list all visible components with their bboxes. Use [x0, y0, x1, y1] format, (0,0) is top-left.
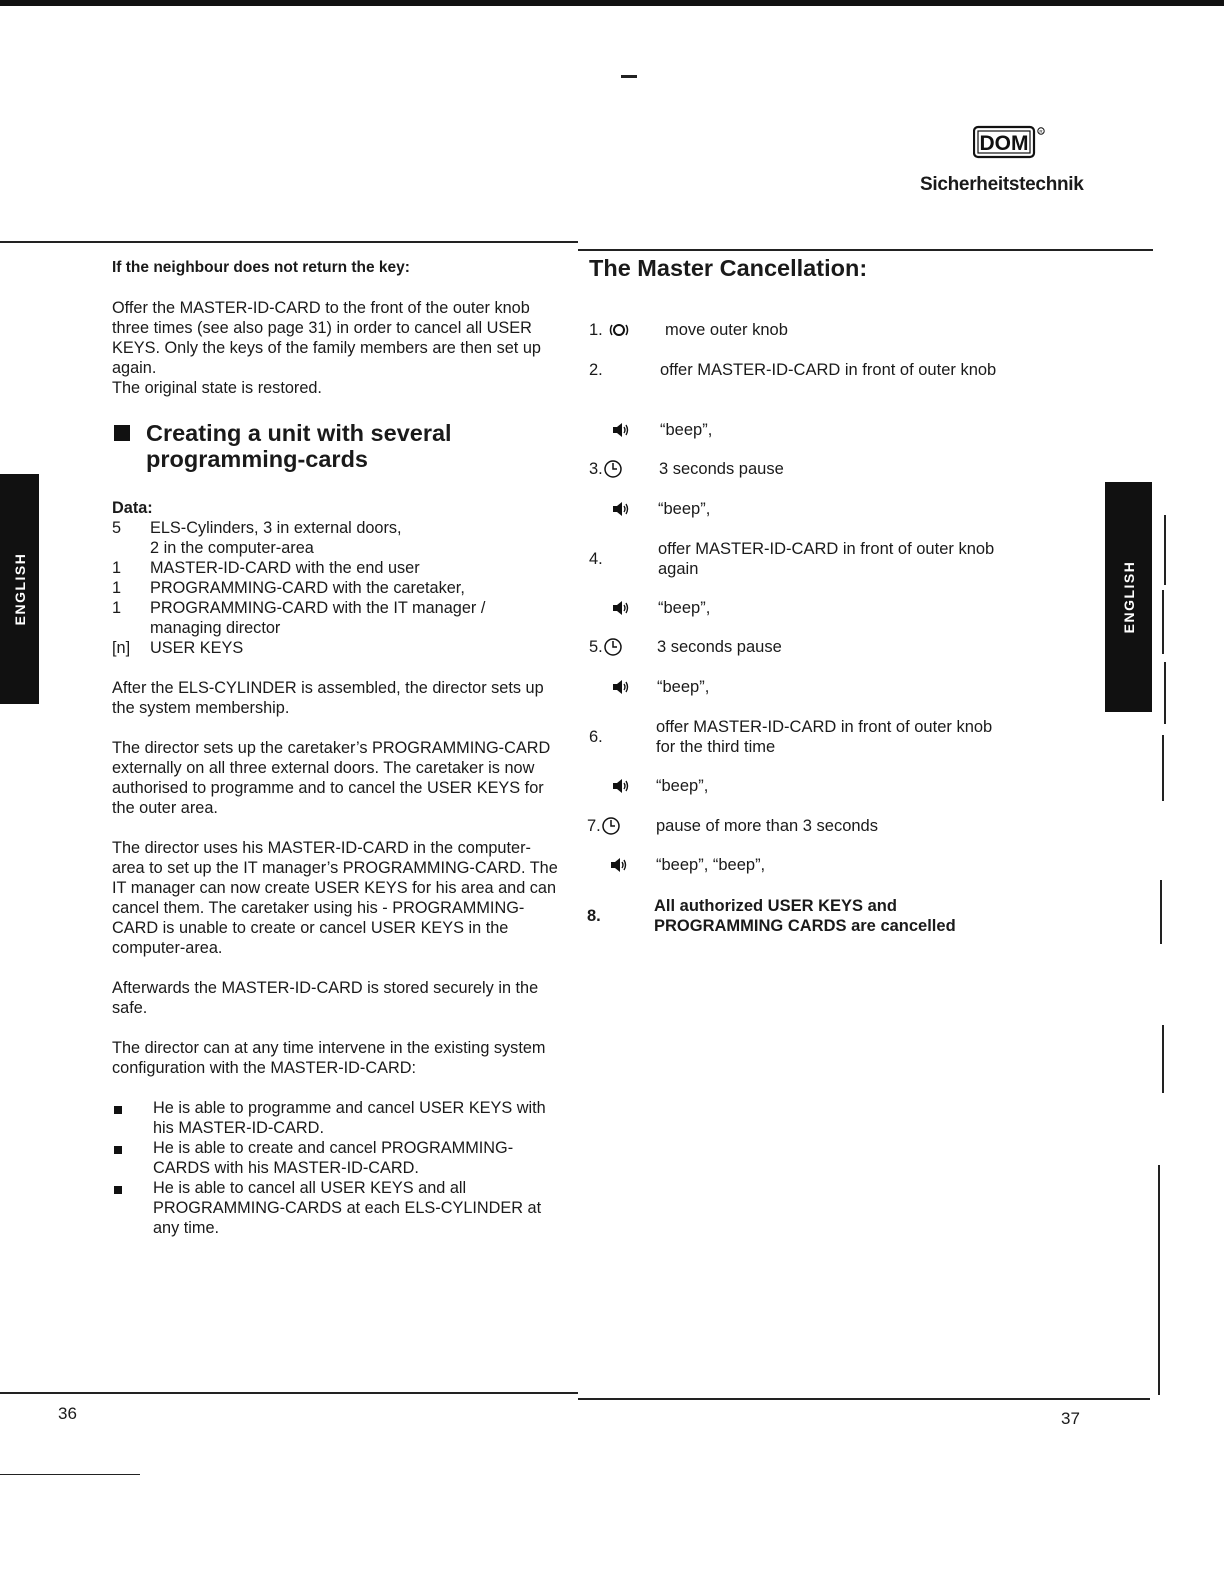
step-number: 4.	[589, 550, 603, 568]
step-text: “beep”, “beep”,	[656, 856, 766, 874]
step-row	[589, 499, 1009, 519]
square-bullet-icon	[114, 1106, 122, 1114]
master-cancellation-title: The Master Cancellation:	[589, 255, 868, 281]
step-row	[589, 816, 1009, 836]
data-row	[112, 638, 562, 658]
speaker-icon	[611, 677, 631, 697]
step-row	[589, 539, 1009, 579]
page-edge-mark	[1162, 735, 1164, 801]
bottom-scan-line	[0, 1474, 140, 1475]
step-row	[589, 776, 1009, 796]
speaker-icon	[611, 420, 631, 440]
top-center-dash	[621, 75, 637, 78]
left-column	[112, 258, 562, 1238]
rotate-knob-icon	[609, 320, 629, 340]
language-tab-left	[0, 474, 39, 704]
step-text: All authorized USER KEYS and PROGRAMMING CARDS are cancelled	[654, 897, 956, 935]
clock-icon	[601, 816, 621, 836]
step-row	[589, 598, 1009, 618]
step-number: 1.	[589, 321, 603, 339]
step-number: 6.	[589, 728, 603, 746]
data-text-cont: 2 in the computer-area	[150, 539, 314, 557]
data-list	[112, 518, 562, 658]
footer-rule-right	[578, 1398, 1150, 1400]
section-heading	[112, 420, 562, 472]
footer-rule-left	[0, 1392, 578, 1394]
list-item-text: He is able to cancel all USER KEYS and all PROGRAMMING-CARDS at each ELS-CYLINDER at any time.	[153, 1179, 542, 1237]
body-paragraph: Afterwards the MASTER-ID-CARD is stored securely in the safe.	[112, 979, 539, 1017]
speaker-icon	[609, 855, 629, 875]
header-rule-left	[0, 241, 578, 243]
step-row	[589, 420, 1009, 440]
page-edge-mark	[1164, 515, 1166, 585]
list-item-text: He is able to programme and cancel USER KEYS with his MASTER-ID-CARD.	[153, 1099, 546, 1137]
data-qty: 5	[112, 519, 122, 537]
step-text: pause of more than 3 seconds	[656, 817, 878, 835]
data-row	[112, 558, 562, 578]
page-edge-mark	[1160, 880, 1162, 944]
data-text-cont: managing director	[150, 619, 281, 637]
data-text: MASTER-ID-CARD with the end user	[150, 559, 420, 577]
step-number: 8.	[587, 907, 601, 925]
body-paragraph: The director sets up the caretaker’s PROGRAMMING-CARD externally on all three external doors. The caretaker is now authorised to programme and to cancel the USER KEYS for the outer area.	[112, 739, 551, 817]
step-text: “beep”,	[660, 421, 713, 439]
language-tab-left-label: ENGLISH	[11, 552, 28, 626]
step-text: “beep”,	[658, 599, 711, 617]
step-number: 5.	[589, 638, 603, 656]
section-title: Creating a unit with several programming-cards	[146, 420, 452, 472]
list-item-text: He is able to create and cancel PROGRAMMING-CARDS with his MASTER-ID-CARD.	[153, 1139, 514, 1177]
header-rule-right	[578, 249, 1153, 251]
step-text: “beep”,	[658, 500, 711, 518]
neighbour-paragraph	[112, 298, 562, 378]
step-text: “beep”,	[656, 777, 709, 795]
right-column	[587, 255, 1009, 935]
data-row	[112, 598, 562, 638]
step-text: 3 seconds pause	[657, 638, 782, 656]
step-number: 7.	[587, 817, 601, 835]
step-text: offer MASTER-ID-CARD in front of outer knob again	[658, 540, 995, 578]
step-row	[589, 459, 1009, 479]
data-text: USER KEYS	[150, 639, 244, 657]
step-row	[589, 637, 1009, 657]
square-bullet-icon	[114, 1186, 122, 1194]
step-text: 3 seconds pause	[659, 460, 784, 478]
data-text: ELS-Cylinders, 3 in external doors,	[150, 519, 402, 537]
step-row	[589, 896, 1009, 936]
step-row	[589, 677, 1009, 697]
step-row	[589, 320, 1009, 340]
page-number-right: 37	[1061, 1409, 1080, 1428]
step-row	[589, 855, 1009, 875]
data-label: Data:	[112, 499, 153, 517]
step-number: 2.	[589, 361, 603, 379]
step-row	[589, 717, 1009, 757]
page-edge-mark	[1164, 662, 1166, 724]
body-paragraph: The director uses his MASTER-ID-CARD in the computer-area to set up the IT manager’s PROGRAMMING-CARD. The IT manager can now create USER KEYS for his area and can cancel them. The caretaker using his - PROGRAMMING-CARD is unable to create or cancel USER KEYS in the computer-area.	[112, 839, 558, 957]
step-text: offer MASTER-ID-CARD in front of outer knob	[660, 361, 997, 379]
logo-text: DOM	[979, 132, 1029, 155]
list-item	[112, 1178, 562, 1238]
page-edge-mark	[1158, 1165, 1160, 1395]
svg-text:R: R	[1039, 129, 1043, 134]
speaker-icon	[611, 499, 631, 519]
data-text: PROGRAMMING-CARD with the IT manager /	[150, 599, 486, 617]
square-bullet-icon	[114, 425, 130, 441]
step-text: move outer knob	[665, 321, 788, 339]
neighbour-paragraph-text: Offer the MASTER-ID-CARD to the front of the outer knob three times (see also page 31) in order to cancel all USER KEYS. Only the keys of the family members are then set up again.	[112, 299, 541, 377]
body-paragraph: The director can at any time intervene in the existing system configuration with the MASTER-ID-CARD:	[112, 1039, 546, 1077]
language-tab-right	[1105, 482, 1152, 712]
step-text: “beep”,	[657, 678, 710, 696]
square-bullet-icon	[114, 1146, 122, 1154]
data-text: PROGRAMMING-CARD with the caretaker,	[150, 579, 465, 597]
page-edge-mark	[1162, 590, 1164, 654]
brand-subtitle: Sicherheitstechnik	[920, 174, 1084, 195]
clock-icon	[603, 459, 623, 479]
step-text: offer MASTER-ID-CARD in front of outer knob for the third time	[656, 718, 993, 756]
top-scan-border	[0, 0, 1224, 6]
language-tab-right-label: ENGLISH	[1120, 560, 1137, 634]
data-qty: [n]	[112, 639, 131, 657]
body-paragraph: After the ELS-CYLINDER is assembled, the director sets up the system membership.	[112, 679, 544, 717]
data-qty: 1	[112, 559, 122, 577]
list-item	[112, 1098, 562, 1138]
speaker-icon	[611, 776, 631, 796]
dom-logo	[973, 124, 1045, 160]
data-qty: 1	[112, 599, 122, 617]
step-row	[589, 360, 1009, 380]
page-edge-mark	[1162, 1025, 1164, 1093]
restored-line: The original state is restored.	[112, 379, 322, 397]
capability-list	[112, 1098, 562, 1238]
data-qty: 1	[112, 579, 122, 597]
clock-icon	[603, 637, 623, 657]
step-number: 3.	[589, 460, 603, 478]
data-row	[112, 518, 562, 558]
neighbour-heading: If the neighbour does not return the key:	[112, 259, 410, 276]
page-number-left: 36	[58, 1404, 77, 1423]
list-item	[112, 1138, 562, 1178]
speaker-icon	[611, 598, 631, 618]
data-row	[112, 578, 562, 598]
